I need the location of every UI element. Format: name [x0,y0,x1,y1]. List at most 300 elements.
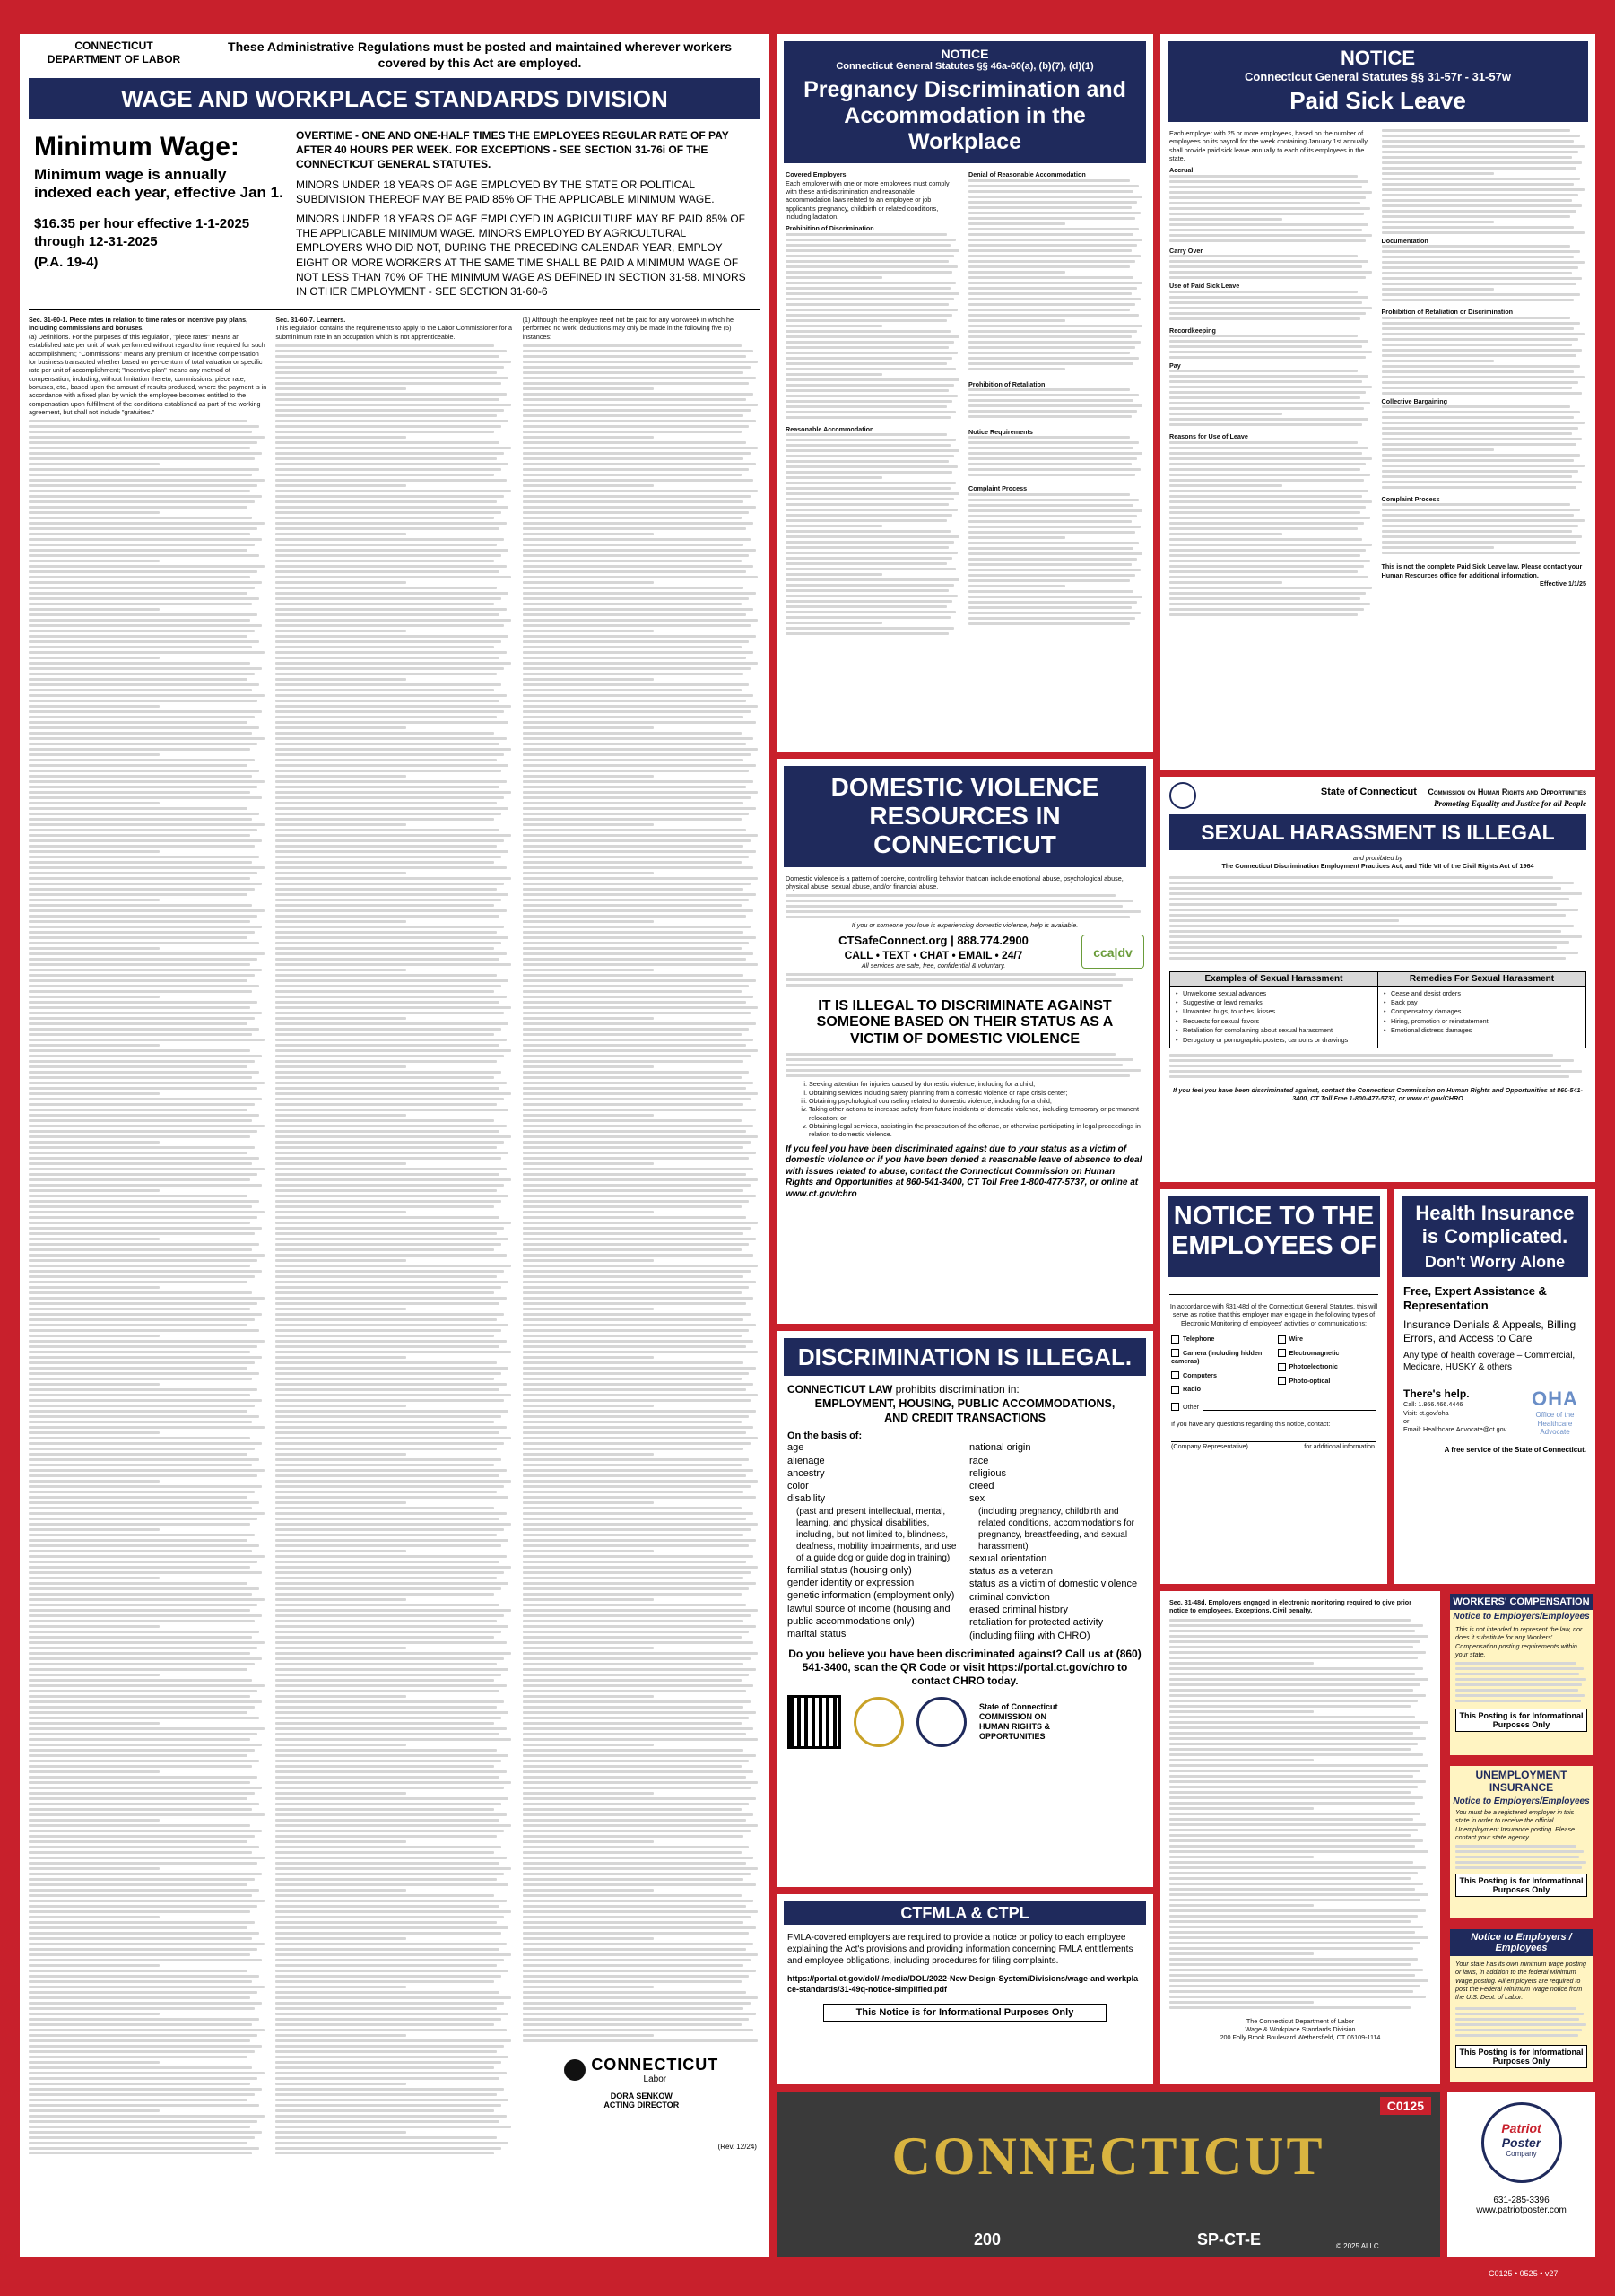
text-line [968,228,1139,230]
text-line [1169,1689,1413,1692]
text-line [29,969,262,971]
text-line [523,587,744,589]
text-line [29,1641,265,1644]
text-line [29,565,265,568]
remedy-item: • Back pay [1384,998,1580,1006]
text-line [275,1431,499,1434]
text-line [968,341,1141,344]
text-line [1382,317,1570,319]
text-line [275,1830,504,1832]
text-line [523,1534,744,1536]
text-line [29,947,160,950]
text-line [523,1345,746,1348]
text-line [523,834,759,837]
text-line [1382,322,1581,325]
text-line [1382,509,1581,511]
text-line [275,1146,497,1149]
text-line [523,969,654,971]
text-line [1169,1834,1411,1837]
monitor-other[interactable]: Other [1160,1403,1387,1411]
employers-notice-panel [1447,1926,1595,2084]
min-wage-rate: $16.35 per hour effective 1-1-2025 through 12-31-2025 [34,215,250,250]
example-item: • Unwelcome sexual advances [1176,989,1372,997]
text-line [523,963,759,966]
text-line [523,1448,744,1450]
text-line [1382,194,1578,196]
text-line [275,872,406,874]
text-line [275,581,406,584]
text-line [786,309,958,311]
text-line [29,1813,265,1816]
text-line [523,1491,744,1493]
text-line [29,732,252,735]
text-line [523,646,742,648]
text-line [1382,514,1575,517]
text-line [29,1103,255,1106]
text-line [29,1652,250,1655]
qr-code-icon[interactable] [787,1695,841,1749]
text-line [786,509,958,511]
text-line [786,905,1123,908]
text-line [29,1431,160,1434]
text-line [523,1625,756,1628]
text-line [275,479,506,482]
text-line [1169,1748,1411,1751]
text-line [29,996,160,998]
text-line [275,888,497,891]
text-line [968,276,1133,279]
text-line [275,726,406,729]
text-line [29,1792,255,1795]
text-line [523,1388,746,1391]
text-line [29,1668,247,1671]
text-line [275,1017,406,1020]
text-line [29,759,255,761]
text-line [275,1474,499,1477]
text-line [275,651,506,654]
monitor-option[interactable]: Photo-optical [1278,1377,1377,1386]
text-line [275,1205,494,1208]
text-line [275,1609,511,1612]
text-line [275,969,406,971]
text-line [523,705,759,708]
text-line [523,517,742,519]
use-heading: Use of Paid Sick Leave [1169,282,1240,291]
text-line [968,249,1132,252]
examples-list [1170,987,1377,1048]
text-line [523,662,759,665]
text-line [29,1636,252,1639]
text-line [523,1970,756,1972]
text-line [29,2152,252,2154]
text-line [523,463,756,465]
basis-item: (including pregnancy, childbirth and related conditions, accommodations for pregnancy, breastfeeding, and sexual harassment) [978,1506,1134,1552]
text-line [523,2013,756,2015]
pregnancy-statutes: Connecticut General Statutes §§ 46a-60(a), (b)(7), (d)(1) [836,61,1094,72]
text-line [29,839,262,842]
health-visit[interactable]: Visit: ct.gov/oha [1403,1408,1449,1417]
sick-effective: Effective 1/1/25 [1540,579,1586,588]
text-line [1169,517,1370,519]
text-line [29,1749,255,1752]
text-line [523,1431,746,1434]
text-line [1382,188,1585,191]
text-line [1382,245,1570,248]
text-line [275,371,497,374]
text-line [523,1028,749,1031]
text-line [523,1216,746,1219]
text-line [275,1561,499,1563]
text-line [1382,151,1578,153]
text-line [1455,2007,1576,2010]
text-line [29,603,252,605]
text-line [29,1571,262,1574]
text-line [523,904,742,907]
text-line [523,366,751,369]
text-line [275,1970,508,1972]
text-line [29,1135,250,1138]
text-line [523,1437,759,1439]
monitor-option[interactable]: Camera (including hidden cameras) [1171,1348,1263,1366]
examples-heading: Examples of Sexual Harassment [1170,972,1377,987]
text-line [29,2002,262,2005]
text-line [968,265,1130,268]
text-line [968,271,1065,274]
text-line [275,985,501,987]
text-line [29,1916,160,1918]
text-line [275,544,497,546]
basis-item: alienage [787,1455,825,1466]
monitor-option[interactable]: Computers [1171,1371,1271,1380]
health-email[interactable]: Email: Healthcare.Advocate@ct.gov [1403,1425,1507,1434]
text-line [1169,452,1362,455]
text-line [275,1125,506,1127]
text-line [275,430,494,433]
text-line [29,1765,252,1768]
text-line [29,1254,265,1257]
text-line [29,447,250,449]
text-line [968,617,1135,620]
text-line [523,1846,749,1848]
text-line [523,931,744,934]
text-line [786,535,959,538]
text-line [275,1566,511,1569]
text-line [786,894,1116,897]
sick-notice: NOTICE [1340,47,1416,69]
text-line [275,1813,506,1816]
text-line [523,683,749,686]
text-line [968,190,1133,193]
text-line [275,1797,508,1800]
monitor-option[interactable]: Photoelectronic [1278,1362,1377,1371]
text-line [275,1953,511,1956]
harassment-definition [1169,876,1586,966]
text-line [523,495,751,498]
text-line [275,818,494,821]
text-line [523,936,756,939]
text-line [1169,468,1360,471]
text-line [29,1211,265,1213]
text-line [29,1625,160,1628]
text-line [275,1383,506,1386]
wc-title: WORKERS' COMPENSATION [1450,1594,1593,1610]
text-line [29,974,255,977]
text-line [275,1792,406,1795]
denial-text [968,179,1144,377]
text-line [968,196,1142,198]
text-line [29,931,255,934]
text-line [523,721,756,724]
text-line [29,813,259,815]
text-line [29,807,247,810]
text-line [1455,1689,1578,1692]
text-line [786,405,947,408]
text-line [523,1813,753,1816]
text-line [275,1103,497,1106]
text-line [29,1921,255,1924]
text-line [1169,418,1368,421]
text-line [29,538,262,541]
text-line [523,850,756,853]
text-line [29,613,257,616]
text-line [523,565,753,568]
monitor-option[interactable]: Radio [1171,1385,1271,1394]
text-line [1169,1667,1423,1670]
text-line [523,1803,749,1805]
text-line [275,1857,506,1859]
text-line [275,1926,508,1929]
text-line [275,796,504,799]
text-line [275,850,508,853]
text-line [29,624,262,627]
text-line [968,185,1139,187]
text-line [1382,448,1495,451]
text-line [786,276,882,279]
health-denials: Insurance Denials & Appeals, Billing Errors, and Access to Care [1403,1318,1576,1345]
text-line [29,1975,259,1978]
text-line [786,622,882,624]
workers-comp-panel [1447,1591,1595,1758]
text-line [523,635,756,638]
text-line [523,1152,756,1154]
text-line [275,1975,501,1978]
text-line [968,222,1065,225]
text-line [275,1464,494,1466]
sick-header [1168,41,1588,122]
text-line [275,522,506,525]
text-line [275,1986,406,1988]
text-line [968,404,1142,407]
text-line [29,1281,247,1283]
text-line [523,807,756,810]
patriot-web[interactable]: www.patriotposter.com [1476,2205,1567,2215]
patriot-panel [1447,2092,1595,2257]
text-line [523,479,753,482]
text-line [1455,2034,1578,2037]
ui-sub: Notice to Employers/Employees [1453,1796,1590,1806]
monitoring-sec-text [1169,1619,1431,2013]
text-line [29,452,262,455]
text-line [275,2077,499,2080]
text-line [275,856,501,858]
text-line [523,1582,756,1585]
en-body-text [1455,2007,1587,2043]
text-line [275,1501,406,1504]
text-line [275,996,506,998]
text-line [786,260,949,263]
text-line [29,1442,262,1445]
text-line [275,2018,501,2021]
en-text: Your state has its own minimum wage posting or laws, in addition to the federal Minimum Wage posting. All employers are required to post the Federal Minimum Wage notice from the U.S. Dept. of Labor. [1455,1960,1586,2002]
text-line [1169,260,1368,263]
text-line [1169,1732,1413,1735]
text-line [523,420,756,422]
text-line [786,498,954,500]
text-line [29,1297,265,1300]
text-line [968,368,1065,370]
text-line [29,1302,257,1305]
text-line [523,1604,746,1606]
text-line [523,447,759,449]
text-line [786,541,954,544]
dv-intro-text [786,894,1144,921]
director-name: DORA SENKOW ACTING DIRECTOR [603,2092,680,2110]
text-line [523,1889,654,1892]
text-line [29,1717,259,1719]
text-line [275,786,499,788]
text-line [1169,1969,1423,1971]
text-line [523,1523,759,1526]
text-line [275,1905,499,1908]
text-line [29,1335,160,1337]
text-line [523,1308,654,1310]
text-line [1169,1979,1428,1982]
text-line [275,1092,511,1095]
discrimination-title: DISCRIMINATION IS ILLEGAL. [784,1338,1146,1376]
text-line [29,1889,259,1892]
text-line [523,1824,759,1827]
text-line [523,1114,654,1117]
text-line [786,282,956,284]
accrual-text [1169,175,1375,247]
text-line [523,630,654,632]
text-line [523,1996,759,1999]
text-line [1169,882,1574,884]
text-line [29,1345,257,1348]
text-line [29,657,160,659]
text-line [29,1894,252,1897]
text-line [29,2066,252,2069]
text-line [523,1130,746,1133]
text-line [29,845,255,848]
text-line [523,387,654,390]
additional-info: for additional information. [1304,1441,1376,1450]
text-line [29,780,265,783]
text-line [523,1399,751,1402]
text-line [1169,549,1366,552]
text-line [275,683,501,686]
cfmla-url[interactable]: https://portal.ct.gov/dol/-/media/DOL/2022-New-Design-System/Divisions/wage-and-workplace-standards/31-49q-notice-simplified.pdf [787,1974,1139,1994]
monitoring-intro: In accordance with §31-48d of the Connecticut General Statutes, this will serve as notice that this employer may engage in the following types of Electronic Monitoring of employees' activities or communications: [1169,1302,1378,1327]
monitor-option[interactable]: Telephone [1171,1335,1271,1344]
text-line [275,1308,406,1310]
text-line [1169,1861,1413,1864]
text-line [523,1577,744,1579]
text-line [786,346,949,349]
text-line [29,1980,252,1983]
text-line [275,1910,511,1913]
text-line [523,544,744,546]
text-line [1169,533,1282,535]
text-line [29,2077,257,2080]
text-line [968,468,1141,471]
text-line [1382,411,1581,413]
text-line [1169,613,1358,616]
text-line [29,1216,257,1219]
monitor-option[interactable]: Electromagnetic [1278,1349,1377,1358]
text-line [786,325,882,327]
text-line [786,557,952,560]
text-line [523,823,654,826]
text-line [275,1044,499,1047]
text-line [1169,892,1582,895]
text-line [1169,1743,1418,1745]
text-line [968,531,1135,534]
carry-heading: Carry Over [1169,246,1203,255]
text-line [29,1356,262,1359]
text-line [29,1787,262,1789]
text-line [523,1135,759,1138]
text-line [275,463,508,465]
text-line [275,1684,506,1687]
text-line [523,1044,746,1047]
text-line [786,978,1133,981]
dv-closing: If you feel you have been discriminated against due to your status as a victim of domestic violence or if you have been denied a reasonable leave of absence to deal with issues related to abuse, contact the Connecticut Commission on Human Rights and Opportunities at 860-541-3400, CT Toll Free 1-800-477-5737, or online at www.ct.gov/chro [786,1144,1142,1199]
pregnancy-title: Pregnancy Discrimination and Accommodation in the Workplace [803,77,1126,154]
text-line [275,1744,406,1746]
text-line [1382,210,1576,213]
basis-item: genetic information (employment only) [787,1590,955,1602]
text-line [523,1663,744,1665]
text-line [275,1555,506,1558]
text-line [523,1480,759,1483]
documentation-text [1382,245,1587,308]
notice-req-heading: Notice Requirements [968,427,1033,436]
text-line [29,1738,250,1741]
text-line [275,1098,504,1100]
text-line [275,1598,406,1601]
text-line [275,495,504,498]
text-line [786,900,1133,902]
text-line [275,834,511,837]
footer-sku: SP-CT-E [1196,2231,1261,2248]
text-line [1169,386,1372,388]
text-line [29,1727,265,1730]
text-line [523,1426,753,1429]
text-line [1169,1619,1411,1622]
text-line [275,909,506,912]
text-line [1382,519,1585,522]
text-line [523,393,753,396]
monitor-option[interactable]: Wire [1278,1335,1377,1344]
text-line [275,538,504,541]
text-line [968,239,1142,241]
dv-site[interactable]: CTSafeConnect.org | 888.774.2900 [838,933,1029,947]
text-line [275,619,511,622]
basis-item: familial status (housing only) [787,1564,912,1576]
text-line [1382,344,1573,346]
cfmla-panel [777,1894,1153,2084]
